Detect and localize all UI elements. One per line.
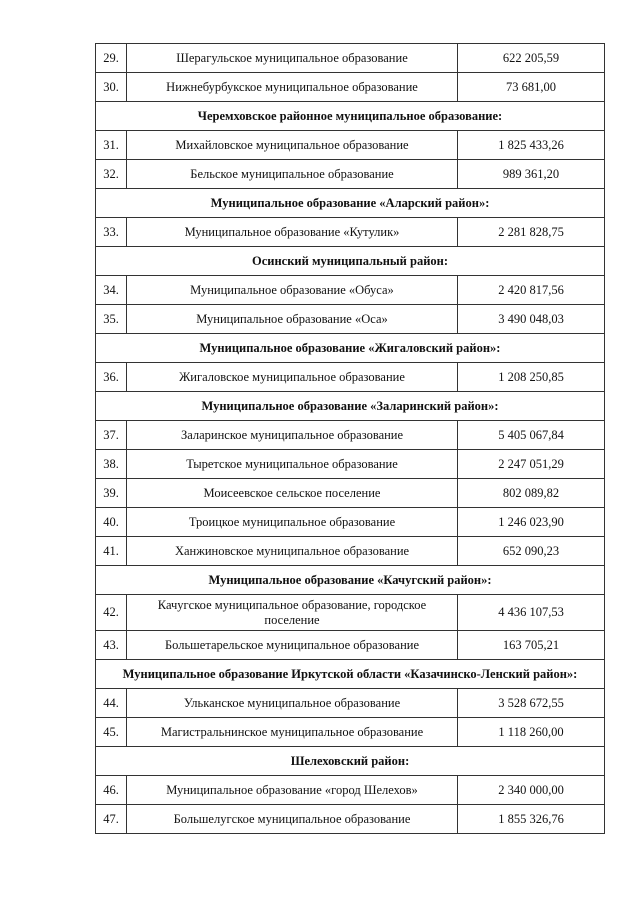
municipality-name: Муниципальное образование «Обуса»: [127, 276, 458, 305]
amount-value: 1 208 250,85: [458, 363, 605, 392]
table-row: [96, 450, 605, 479]
section-title: Муниципальное образование Иркутской области «Казачинско-Ленский район»:: [96, 660, 605, 689]
row-number: 41.: [96, 537, 127, 566]
section-title: Муниципальное образование «Аларский район»:: [96, 189, 605, 218]
municipality-name: Шерагульское муниципальное образование: [127, 44, 458, 73]
row-number: 40.: [96, 508, 127, 537]
table-row: [96, 160, 605, 189]
section-title: Муниципальное образование «Заларинский район»:: [96, 392, 605, 421]
amount-value: 2 340 000,00: [458, 776, 605, 805]
section-header-row: [96, 747, 605, 776]
table-row: [96, 421, 605, 450]
table-row: [96, 689, 605, 718]
section-title: Шелеховский район:: [96, 747, 605, 776]
section-header-row: [96, 392, 605, 421]
row-number: 43.: [96, 631, 127, 660]
amount-value: 2 281 828,75: [458, 218, 605, 247]
amount-value: 3 528 672,55: [458, 689, 605, 718]
table-row: [96, 131, 605, 160]
table-row: [96, 363, 605, 392]
table-row: [96, 805, 605, 834]
amount-value: 4 436 107,53: [458, 595, 605, 631]
table-row: [96, 218, 605, 247]
amount-value: 2 247 051,29: [458, 450, 605, 479]
row-number: 29.: [96, 44, 127, 73]
municipality-name: Бельское муниципальное образование: [127, 160, 458, 189]
municipality-name: Муниципальное образование «Кутулик»: [127, 218, 458, 247]
table-row: [96, 776, 605, 805]
municipality-name: Заларинское муниципальное образование: [127, 421, 458, 450]
section-title: Муниципальное образование «Жигаловский район»:: [96, 334, 605, 363]
section-title: Муниципальное образование «Качугский район»:: [96, 566, 605, 595]
section-header-row: [96, 566, 605, 595]
municipality-name: Магистральнинское муниципальное образование: [127, 718, 458, 747]
row-number: 36.: [96, 363, 127, 392]
municipality-name: Большетарельское муниципальное образование: [127, 631, 458, 660]
amount-value: 163 705,21: [458, 631, 605, 660]
municipality-name: Большелугское муниципальное образование: [127, 805, 458, 834]
row-number: 45.: [96, 718, 127, 747]
amount-value: 989 361,20: [458, 160, 605, 189]
section-header-row: [96, 660, 605, 689]
row-number: 35.: [96, 305, 127, 334]
table-row: [96, 73, 605, 102]
section-header-row: [96, 247, 605, 276]
row-number: 31.: [96, 131, 127, 160]
amount-value: 73 681,00: [458, 73, 605, 102]
municipality-name: Моисеевское сельское поселение: [127, 479, 458, 508]
municipality-name: Ульканское муниципальное образование: [127, 689, 458, 718]
row-number: 37.: [96, 421, 127, 450]
row-number: 34.: [96, 276, 127, 305]
amount-value: 2 420 817,56: [458, 276, 605, 305]
amount-value: 1 246 023,90: [458, 508, 605, 537]
table-body: [96, 44, 605, 834]
table-row: [96, 508, 605, 537]
table-row: [96, 276, 605, 305]
section-title: Черемховское районное муниципальное образование:: [96, 102, 605, 131]
section-title: Осинский муниципальный район:: [96, 247, 605, 276]
section-header-row: [96, 102, 605, 131]
row-number: 33.: [96, 218, 127, 247]
row-number: 38.: [96, 450, 127, 479]
municipality-name: Нижнебурбукское муниципальное образование: [127, 73, 458, 102]
municipality-name: Михайловское муниципальное образование: [127, 131, 458, 160]
municipality-name: Троицкое муниципальное образование: [127, 508, 458, 537]
section-header-row: [96, 334, 605, 363]
amount-value: 1 855 326,76: [458, 805, 605, 834]
row-number: 46.: [96, 776, 127, 805]
row-number: 42.: [96, 595, 127, 631]
table-row: [96, 595, 605, 631]
municipality-name: Муниципальное образование «город Шелехов»: [127, 776, 458, 805]
amount-value: 3 490 048,03: [458, 305, 605, 334]
amount-value: 802 089,82: [458, 479, 605, 508]
row-number: 30.: [96, 73, 127, 102]
amount-value: 652 090,23: [458, 537, 605, 566]
table-row: [96, 479, 605, 508]
municipality-name: Ханжиновское муниципальное образование: [127, 537, 458, 566]
amount-value: 622 205,59: [458, 44, 605, 73]
amount-value: 1 825 433,26: [458, 131, 605, 160]
allocation-table: [95, 43, 605, 834]
table-row: [96, 537, 605, 566]
municipality-name: Муниципальное образование «Оса»: [127, 305, 458, 334]
row-number: 44.: [96, 689, 127, 718]
row-number: 32.: [96, 160, 127, 189]
amount-value: 1 118 260,00: [458, 718, 605, 747]
row-number: 39.: [96, 479, 127, 508]
section-header-row: [96, 189, 605, 218]
amount-value: 5 405 067,84: [458, 421, 605, 450]
table-row: [96, 718, 605, 747]
municipality-name: Качугское муниципальное образование, городское поселение: [127, 595, 458, 631]
municipality-name: Жигаловское муниципальное образование: [127, 363, 458, 392]
table-row: [96, 44, 605, 73]
table-row: [96, 631, 605, 660]
municipality-name: Тыретское муниципальное образование: [127, 450, 458, 479]
table-row: [96, 305, 605, 334]
row-number: 47.: [96, 805, 127, 834]
